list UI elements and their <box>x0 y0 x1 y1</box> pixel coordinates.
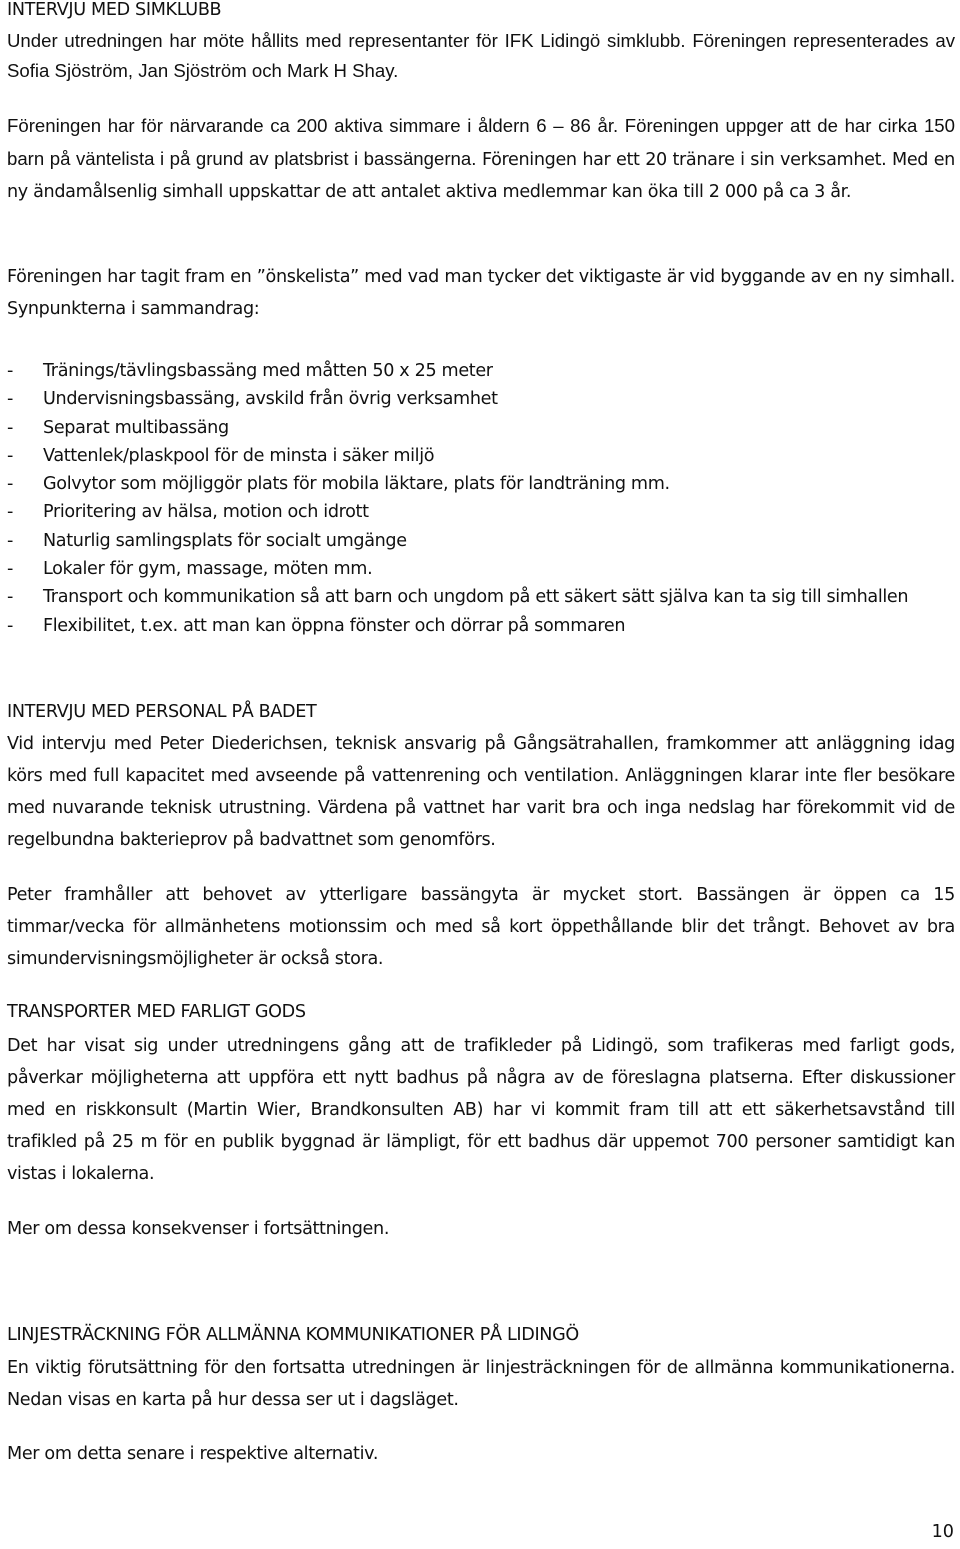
list-item-text: Lokaler för gym, massage, möten mm. <box>43 559 373 580</box>
list-bullet: - <box>7 389 13 410</box>
paragraph-farligt-gods-more: Mer om dessa konsekvenser i fortsättningen. <box>7 1219 390 1239</box>
list-item <box>7 583 955 611</box>
list-item-text: Flexibilitet, t.ex. att man kan öppna fönster och dörrar på sommaren <box>43 615 626 636</box>
paragraph-linjestrackning-more: Mer om detta senare i respektive alternativ. <box>7 1444 379 1464</box>
section-heading-farligt-gods: TRANSPORTER MED FARLIGT GODS <box>7 1002 306 1022</box>
list-bullet: - <box>7 361 13 381</box>
paragraph-linjestrackning: En viktig förutsättning för den fortsatta utredningen är linjesträckningen för de allmänna kommunikationerna. Nedan visas en karta på hur dessa ser ut i dagsläget. <box>7 1358 955 1410</box>
list-bullet: - <box>7 417 13 438</box>
wishlist <box>7 357 955 640</box>
list-item-text: Vattenlek/plaskpool för de minsta i säker miljö <box>43 445 435 466</box>
list-item-text: Undervisningsbassäng, avskild från övrig verksamhet <box>43 389 498 410</box>
paragraph-wishlist-intro: Föreningen har tagit fram en ”önskelista” med vad man tycker det viktigaste är vid byggande av en ny simhall. Synpunkterna i sammandrag: <box>7 267 955 319</box>
list-item <box>7 442 955 470</box>
list-item-text: Tränings/tävlingsbassäng med måtten 50 x 25 meter <box>43 361 493 381</box>
list-item <box>7 414 955 442</box>
paragraph-personal-interview: Vid intervju med Peter Diederichsen, teknisk ansvarig på Gångsätrahallen, framkommer att anläggning idag körs med full kapacitet med avseende på vattenrening och ventilation. Anläggningen klarar inte fler besökare med nuvarande teknisk utrustning. Värdena på vattnet har varit bra och inga nedslag har förekommit vid de regelbundna bakterieprov på badvattnet som genomförs. <box>7 734 955 850</box>
list-item-text: Separat multibassäng <box>43 417 229 438</box>
list-bullet: - <box>7 587 13 608</box>
list-bullet: - <box>7 474 13 495</box>
paragraph-farligt-gods: Det har visat sig under utredningens gång att de trafikleder på Lidingö, som trafikeras med farligt gods, påverkar möjligheterna att uppföra ett nytt badhus på några av de föreslagna platserna. Efter diskussioner med en riskkonsult (Martin Wier, Brandkonsulten AB) har vi kommit fram till att ett säkerhetsavstånd till trafikled på 25 m för en publik byggnad är lämpligt, för ett badhus där uppemot 700 personer samtidigt kan vistas i lokalerna. <box>7 1036 955 1184</box>
list-item <box>7 385 955 413</box>
list-item-text: Prioritering av hälsa, motion och idrott <box>43 502 369 523</box>
list-bullet: - <box>7 615 13 636</box>
list-bullet: - <box>7 559 13 580</box>
page-number: 10 <box>931 1522 954 1542</box>
list-item-text: Golvytor som möjliggör plats för mobila läktare, plats för landträning mm. <box>43 474 670 495</box>
paragraph-simklubb-members-part2: Föreningen har ett 20 tränare i sin verksamhet. Med en ny ändamålsenlig simhall uppskattar de att antalet aktiva medlemmar kan öka till 2 000 på ca 3 år. <box>7 150 955 202</box>
paragraph-simklubb-members <box>7 110 955 208</box>
list-item-text: Naturlig samlingsplats för socialt umgänge <box>43 530 407 551</box>
list-item <box>7 470 955 498</box>
paragraph-simklubb-intro: Under utredningen har möte hållits med representanter för IFK Lidingö simklubb. Föreningen representerades av Sofia Sjöström, Jan Sjöström och Mark H Shay. <box>7 30 955 81</box>
list-bullet: - <box>7 530 13 551</box>
paragraph-personal-capacity: Peter framhåller att behovet av ytterligare bassängyta är mycket stort. Bassängen är öppen ca 15 timmar/vecka för allmänhetens motionssim och med så kort öppethållande blir det trångt. Behovet av bra simundervisningsmöjligheter är också stora. <box>7 885 955 969</box>
list-bullet: - <box>7 502 13 523</box>
list-item <box>7 527 955 555</box>
paragraph-simklubb-members-part1: Föreningen har för närvarande ca 200 aktiva simmare i åldern 6 – 86 år. Föreningen uppger att de har cirka 150 barn på väntelista i på grund av platsbrist i bassängerna. <box>7 115 955 169</box>
list-item <box>7 612 955 640</box>
list-item-text: Transport och kommunikation så att barn och ungdom på ett säkert sätt själva kan ta sig till simhallen <box>43 587 909 608</box>
section-heading-personal: INTERVJU MED PERSONAL PÅ BADET <box>7 702 317 722</box>
list-item <box>7 555 955 583</box>
list-item <box>7 357 955 385</box>
list-item <box>7 498 955 526</box>
list-bullet: - <box>7 445 13 466</box>
section-heading-linjestrackning: LINJESTRÄCKNING FÖR ALLMÄNNA KOMMUNIKATIONER PÅ LIDINGÖ <box>7 1325 579 1345</box>
section-heading-simklubb: INTERVJU MED SIMKLUBB <box>7 0 222 20</box>
